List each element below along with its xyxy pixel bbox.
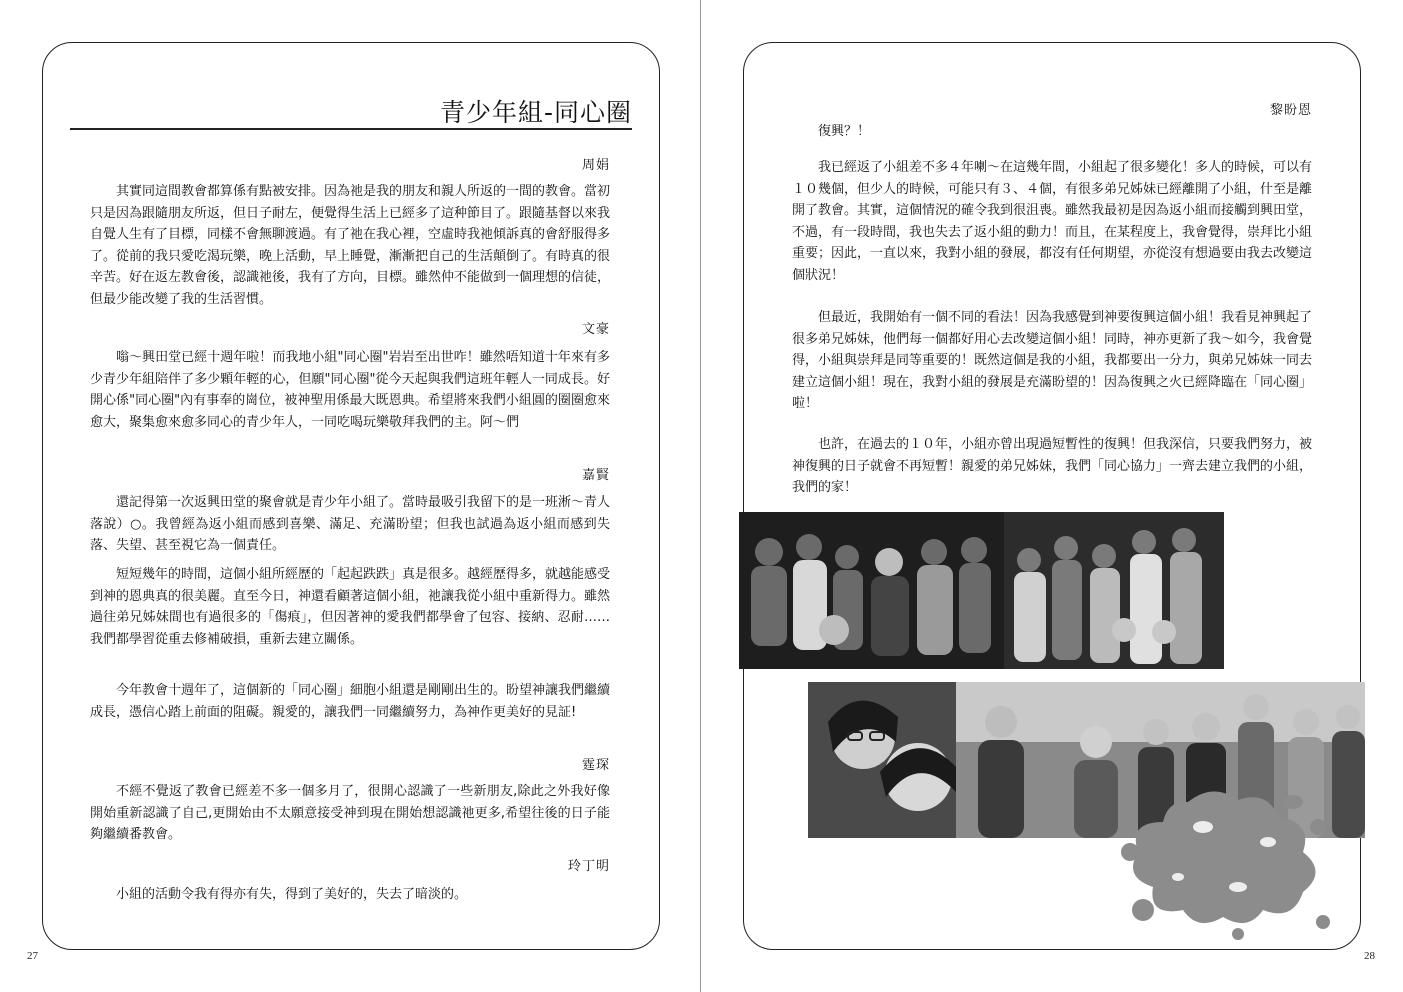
paragraph: 不經不覺返了教會已經差不多一個多月了，很開心認識了一些新朋友,除此之外我好像開始重新認識了自己,更開始由不太願意接受神到現在開始想認識祂更多,希望往後的日子能夠繼續番教會。 [90, 784, 610, 843]
paragraph-heading: 復興？！ [818, 124, 871, 139]
paragraph: 也許，在過去的１０年，小組亦曾出現過短暫性的復興！但我深信，只要我們努力，被神復興的日子就會不再短暫！親愛的弟兄姊妹，我們「同心協力」一齊去建立我們的小組，我們的家！ [792, 437, 1313, 496]
group-photo-night-gesture [739, 512, 1004, 669]
paragraph: 今年教會十週年了，這個新的「同心圈」細胞小組還是剛剛出生的。盼望神讓我們繼續成長，憑信心踏上前面的阻礙。親愛的，讓我們一同繼續努力，為神作更美好的見証! [90, 683, 611, 720]
page-number-left: 27 [27, 950, 38, 962]
paragraph: 但最近，我開始有一個不同的看法！因為我感覺到神要復興這個小組！我看見神興起了很多弟兄姊妹，他們每一個都好用心去改變這個小組！同時，神亦更新了我～如今，我會覺得，小組與崇拜是同等重要的！既然這個是我的小組，我都要出一分力，與弟兄姊妹一同去建立這個小組！現在，我對小組的發展是充滿盼望的！因為復興之火已經降臨在「同心圈」啦！ [792, 310, 1313, 412]
author-name: 周娟 [581, 158, 610, 173]
title-underline [70, 128, 632, 130]
photo-two-girls-closeup [808, 682, 956, 838]
paragraph: 嗡～興田堂已經十週年啦！而我地小組"同心圈"岩岩至出世咋！雖然唔知道十年來有多少青少年組陪伴了多少顆年輕的心，但願"同心圈"從今天起與我們這班年輕人一同成長。好開心係"同心圈"內有事奉的崗位，被神聖用係最大既恩典。希望將來我們小組圓的圈圈愈來愈大，聚集愈來愈多同心的青少年人，一同吃喝玩樂敬拜我們的主。阿～們 [90, 350, 610, 430]
paragraph: 還記得第一次返興田堂的聚會就是青少年小組了。當時最吸引我留下的是一班淅～青人落說）○。我曾經為返小組而感到喜樂、滿足、充滿盼望；但我也試過為返小組而感到失落、失望、甚至視它為一個責任。 [90, 495, 611, 554]
paragraph: 短短幾年的時間，這個小組所經歷的「起起跌跌」真是很多。越經歷得多，就越能感受到神的恩典真的很美麗。直至今日，神還看顧著這個小組，祂讓我從小組中重新得力。雖然過往弟兄姊妹間也有過很多的「傷痕」，但因著神的愛我們都學會了包容、接納、忍耐……我們都學習從重去修補破損，重新去建立關係。 [90, 567, 611, 647]
page-title: 青少年組-同心圈 [439, 98, 632, 127]
book-spine [700, 0, 701, 992]
author-name: 玲丁明 [567, 859, 610, 874]
paragraph: 其實同這間教會都算係有點被安排。因為祂是我的朋友和親人所返的一間的教會。當初只是因為跟隨朋友所返，但日子耐左，便覺得生活上已經多了這种節目了。跟隨基督以來我自覺人生有了目標，同樣不會無聊渡過。有了祂在我心裡，空虛時我祂傾訴真的會舒服得多了。從前的我只愛吃渴玩樂，晚上活動，早上睡覺，漸漸把自己的生活顛倒了。有時真的很辛苦。好在返左教會後，認識祂後，我有了方向，目標。雖然仲不能做到一個理想的信徒，但最少能改變了我的生活習慣。 [90, 184, 611, 307]
author-name: 文豪 [581, 322, 610, 337]
author-name: 霆琛 [581, 758, 610, 773]
author-name: 黎盼恩 [1269, 103, 1312, 118]
group-photo-celebration [1004, 512, 1224, 669]
author-name: 嘉賢 [581, 468, 610, 483]
decorative-splat [1118, 782, 1333, 946]
paragraph: 小組的活動令我有得亦有失，得到了美好的，失去了暗淡的。 [116, 887, 468, 902]
page-number-right: 28 [1364, 950, 1375, 962]
paragraph: 我已經返了小組差不多４年喇～在這幾年間，小組起了很多變化！多人的時候，可以有１０幾個，但少人的時候，可能只有３、４個，有很多弟兄姊妹已經離開了小組，什至是離開了教會。其實，這個情況的確令我到很沮喪。雖然我最初是因為返小組而接觸到興田堂，不過，有一段時間，我也失去了返小組的動力！而且，在某程度上，我會覺得，崇拜比小組重要；因此，一直以來，我對小組的發展，都沒有任何期望，亦從沒有想過要由我去改變這個狀況！ [792, 160, 1313, 283]
